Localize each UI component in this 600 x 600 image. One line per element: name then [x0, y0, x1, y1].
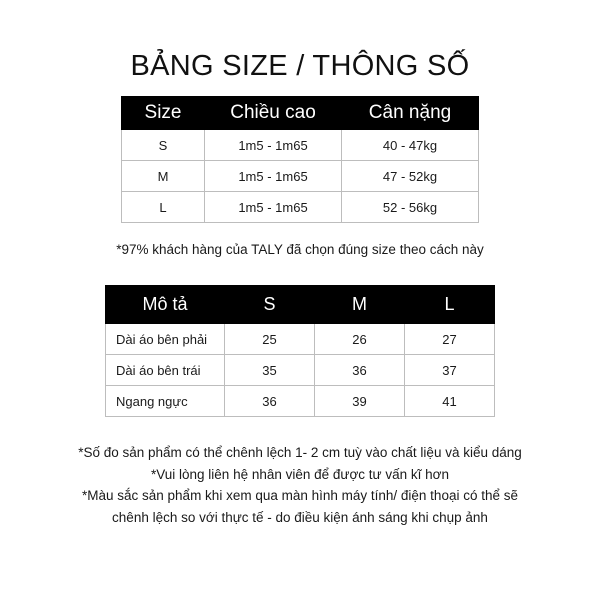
description-cell: Ngang ngực	[106, 386, 225, 417]
note-line: chênh lệch so với thực tế - do điều kiện ánh sáng khi chụp ảnh	[112, 509, 488, 525]
taly-note: *97% khách hàng của TALY đã chọn đúng size theo cách này	[116, 242, 484, 257]
measurement-table-header-row	[106, 286, 495, 324]
size-m-cell: 26	[315, 324, 405, 355]
size-l-cell: 27	[405, 324, 495, 355]
description-cell: Dài áo bên trái	[106, 355, 225, 386]
note-line: *Vui lòng liên hệ nhân viên để được tư vấn kĩ hơn	[151, 466, 449, 482]
table-row	[106, 324, 495, 355]
weight-cell: 47 - 52kg	[342, 161, 479, 192]
height-header: Chiều cao	[205, 97, 342, 130]
notes-block	[0, 442, 600, 528]
height-cell: 1m5 - 1m65	[205, 192, 342, 223]
size-table-header-row	[122, 97, 479, 130]
measurement-table	[105, 285, 495, 417]
size-s-cell: 25	[225, 324, 315, 355]
size-s-header: S	[225, 286, 315, 324]
size-cell: L	[122, 192, 205, 223]
weight-cell: 52 - 56kg	[342, 192, 479, 223]
size-s-cell: 35	[225, 355, 315, 386]
size-l-header: L	[405, 286, 495, 324]
table-row	[106, 355, 495, 386]
note-line: *Số đo sản phẩm có thể chênh lệch 1- 2 cm tuỳ vào chất liệu và kiểu dáng	[78, 445, 522, 460]
size-cell: M	[122, 161, 205, 192]
size-m-header: M	[315, 286, 405, 324]
table-row	[106, 386, 495, 417]
size-m-cell: 36	[315, 355, 405, 386]
description-cell: Dài áo bên phải	[106, 324, 225, 355]
note-line: *Màu sắc sản phẩm khi xem qua màn hình máy tính/ điện thoại có thể sẽ	[82, 488, 518, 503]
size-table	[121, 96, 479, 223]
description-header: Mô tả	[106, 286, 225, 324]
size-m-cell: 39	[315, 386, 405, 417]
height-cell: 1m5 - 1m65	[205, 130, 342, 161]
size-cell: S	[122, 130, 205, 161]
size-l-cell: 37	[405, 355, 495, 386]
page-title: BẢNG SIZE / THÔNG SỐ	[130, 50, 470, 82]
table-row	[122, 192, 479, 223]
size-s-cell: 36	[225, 386, 315, 417]
weight-header: Cân nặng	[342, 97, 479, 130]
weight-cell: 40 - 47kg	[342, 130, 479, 161]
height-cell: 1m5 - 1m65	[205, 161, 342, 192]
table-row	[122, 130, 479, 161]
size-l-cell: 41	[405, 386, 495, 417]
table-row	[122, 161, 479, 192]
size-header: Size	[122, 97, 205, 130]
